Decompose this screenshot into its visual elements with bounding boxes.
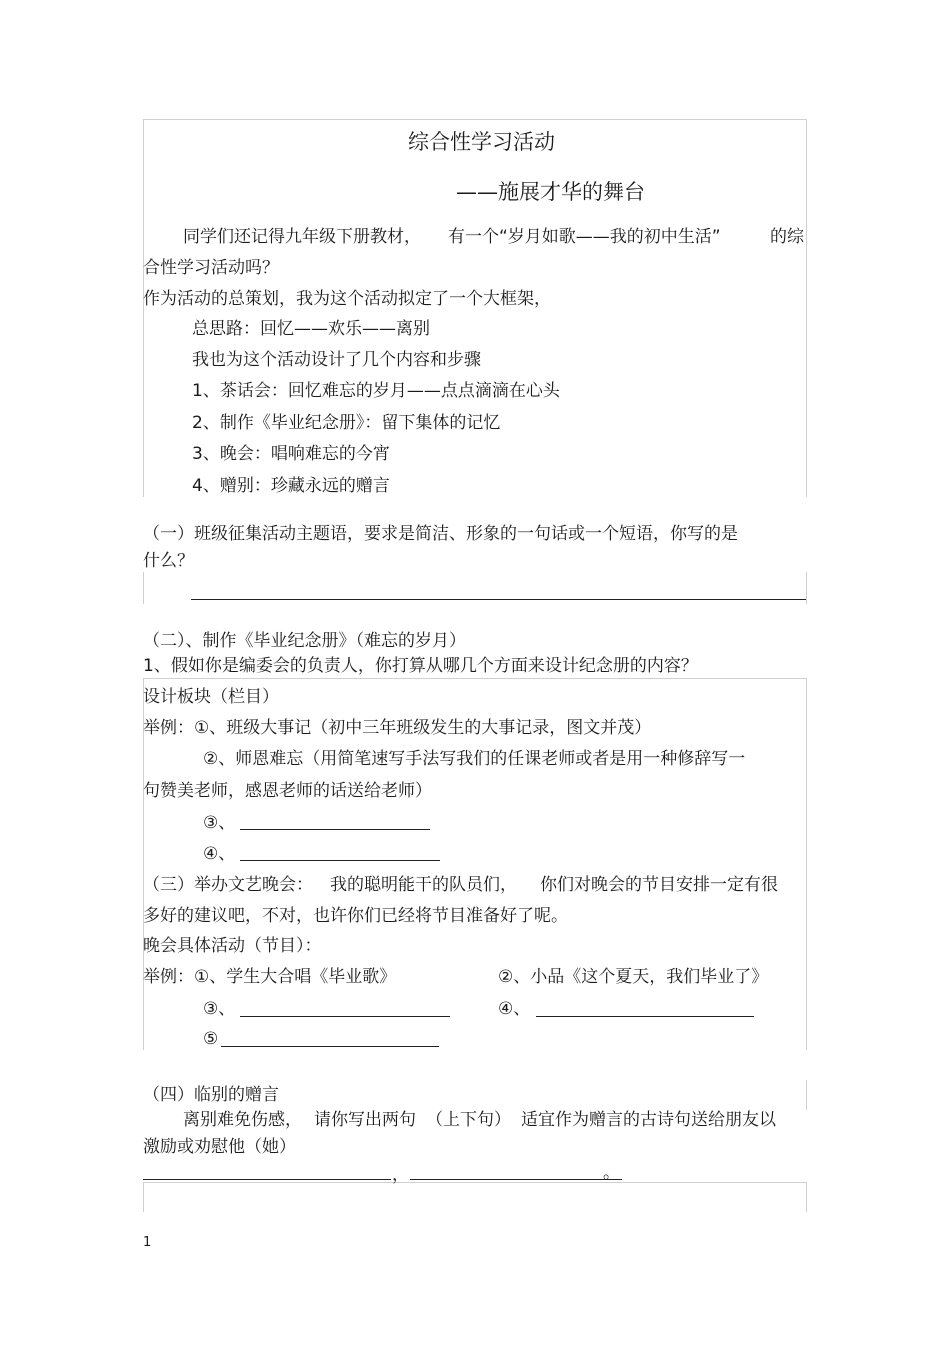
page-title: 综合性学习活动 [408, 130, 555, 154]
page-number: 1 [143, 1235, 152, 1250]
blank3-line [240, 1016, 450, 1017]
part3-line1-c: 你们对晚会的节目安排一定有很 [540, 875, 778, 895]
blank3-label: ③、 [203, 813, 236, 833]
example2-b: 句赞美老师，感恩老师的话送给老师） [143, 781, 432, 801]
example-right: ②、小品《这个夏天，我们毕业了》 [498, 967, 769, 987]
part4-heading: （四）临别的赠言 [143, 1085, 279, 1105]
part2-heading: （二）、制作《毕业纪念册》（难忘的岁月） [143, 631, 466, 651]
period: 。 [603, 1163, 620, 1183]
page-subtitle: ——施展才华的舞台 [456, 180, 645, 204]
part4-line1-b: 请你写出两句 [314, 1110, 416, 1130]
intro-line5: 我也为这个活动设计了几个内容和步骤 [192, 350, 481, 370]
verse2-line [410, 1179, 622, 1180]
part2-question: 1、假如你是编委会的负责人，你打算从哪几个方面来设计纪念册的内容？ [143, 656, 698, 676]
blank4-label: ④、 [498, 999, 531, 1019]
step-item: 1、茶话会：回忆难忘的岁月——点点滴滴在心头 [192, 381, 560, 401]
comma: ， [392, 1165, 409, 1185]
blank5-label: ⑤ [203, 1029, 219, 1049]
part1-line1: （一）班级征集活动主题语，要求是简洁、形象的一句话或一个短语，你写的是 [143, 524, 738, 544]
intro-line1-a: 同学们还记得九年级下册教材， [183, 227, 421, 247]
part1-line2: 什么？ [143, 551, 194, 571]
activity-label: 晚会具体活动（节目）： [143, 936, 322, 956]
blank3-label: ③、 [203, 999, 236, 1019]
example2-a: ②、师恩难忘（用简笔速写手法写我们的任课老师或者是用一种修辞写一 [203, 749, 746, 769]
verse1-line [143, 1179, 391, 1180]
part4-line1-d: 适宜作为赠言的古诗句送给朋友以 [521, 1110, 776, 1130]
part4-line1-c: （上下句） [426, 1110, 511, 1130]
step-item: 4、赠别：珍藏永远的赠言 [192, 476, 390, 496]
intro-line2: 合性学习活动吗？ [143, 258, 279, 278]
blank4-line [536, 1016, 754, 1017]
intro-line3: 作为活动的总策划，我为这个活动拟定了一个大框架， [143, 289, 551, 309]
design-label: 设计板块（栏目） [143, 687, 279, 707]
step-item: 2、制作《毕业纪念册》：留下集体的记忆 [192, 413, 501, 433]
step-item: 3、晚会：唱响难忘的今宵 [192, 444, 390, 464]
answer-line [191, 599, 806, 600]
blank5-line [221, 1046, 439, 1047]
part3-line1-b: 我的聪明能干的队员们， [330, 875, 517, 895]
part4-line2: 激励或劝慰他（她） [143, 1137, 296, 1157]
blank4-line [240, 860, 440, 861]
part3-line2: 多好的建议吧，不对，也许你们已经将节目准备好了呢。 [143, 906, 568, 926]
intro-line1-c: 的综 [770, 227, 804, 247]
blank4-label: ④、 [203, 844, 236, 864]
blank3-line [240, 829, 430, 830]
intro-line1-b: 有一个“岁月如歌——我的初中生活” [448, 227, 721, 247]
part4-line1-a: 离别难免伤感， [183, 1110, 302, 1130]
example-left: 举例：①、学生大合唱《毕业歌》 [143, 967, 397, 987]
part3-line1-a: （三）举办文艺晚会： [143, 875, 313, 895]
example1: 举例：①、班级大事记（初中三年班级发生的大事记录，图文并茂） [143, 718, 652, 738]
intro-line4: 总思路：回忆——欢乐——离别 [192, 319, 430, 339]
